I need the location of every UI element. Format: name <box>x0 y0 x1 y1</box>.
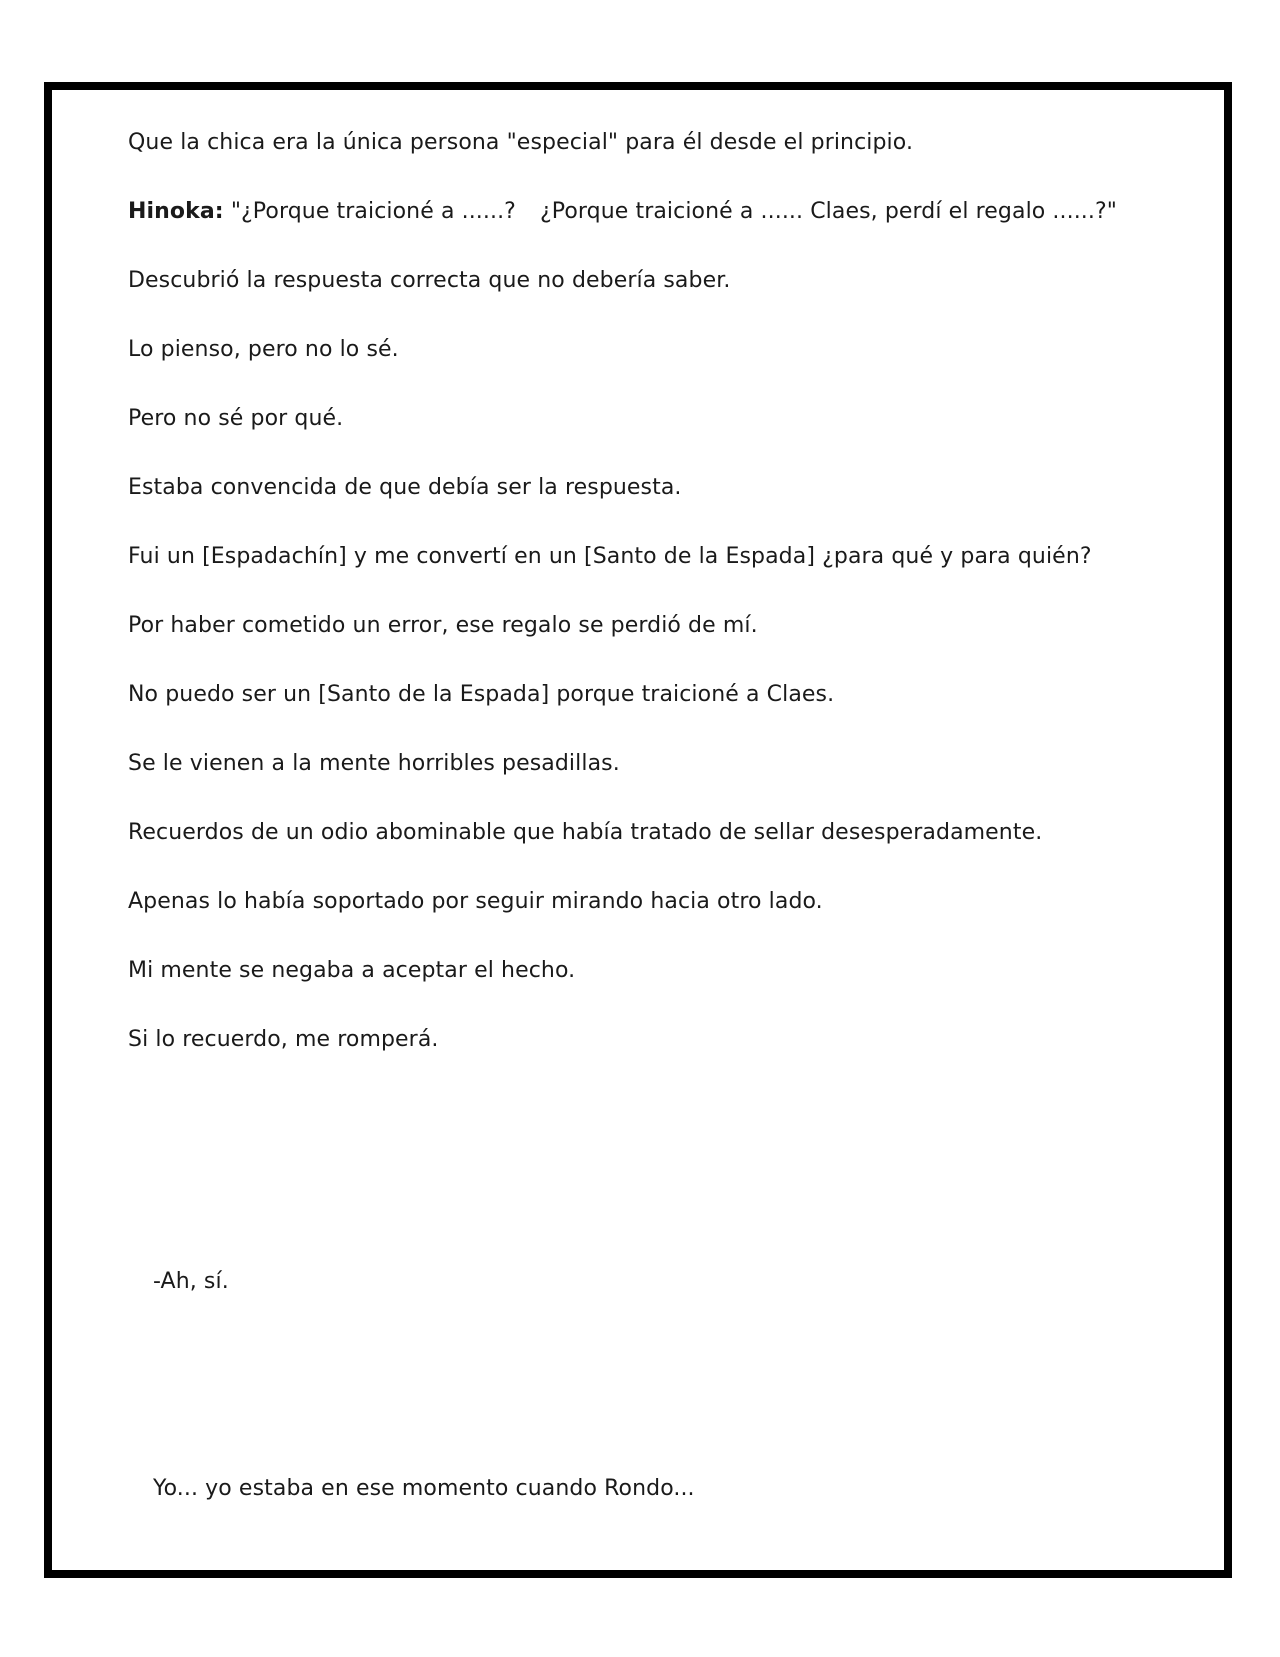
text-line: Mi mente se negaba a aceptar el hecho. <box>128 958 576 983</box>
text-line: No puedo ser un [Santo de la Espada] porque traicioné a Claes. <box>128 682 835 707</box>
ending-line: Yo... yo estaba en ese momento cuando Rondo... <box>153 1476 695 1501</box>
text-line: Pero no sé por qué. <box>128 406 344 431</box>
text-line: Por haber cometido un error, ese regalo se perdió de mí. <box>128 613 758 638</box>
dialogue-part-1: "¿Porque traicioné a ......? <box>230 199 516 224</box>
text-line: Estaba convencida de que debía ser la respuesta. <box>128 475 682 500</box>
text-line: Lo pienso, pero no lo sé. <box>128 337 399 362</box>
ending-line: -Ah, sí. <box>153 1269 229 1294</box>
text-line: Si lo recuerdo, me romperá. <box>128 1027 439 1052</box>
dialogue-line <box>128 197 1117 227</box>
text-line: Fui un [Espadachín] y me convertí en un [Santo de la Espada] ¿para qué y para quién? <box>128 544 1092 569</box>
text-line: Apenas lo había soportado por seguir mirando hacia otro lado. <box>128 889 823 914</box>
text-line: Que la chica era la única persona "especial" para él desde el principio. <box>128 130 914 155</box>
text-line: Recuerdos de un odio abominable que había tratado de sellar desesperadamente. <box>128 820 1043 845</box>
text-line: Descubrió la respuesta correcta que no debería saber. <box>128 268 731 293</box>
text-line: Se le vienen a la mente horribles pesadillas. <box>128 751 620 776</box>
speaker-name: Hinoka: <box>128 199 224 224</box>
dialogue-part-2: ¿Porque traicioné a ...... Claes, perdí el regalo ......?" <box>539 199 1117 224</box>
